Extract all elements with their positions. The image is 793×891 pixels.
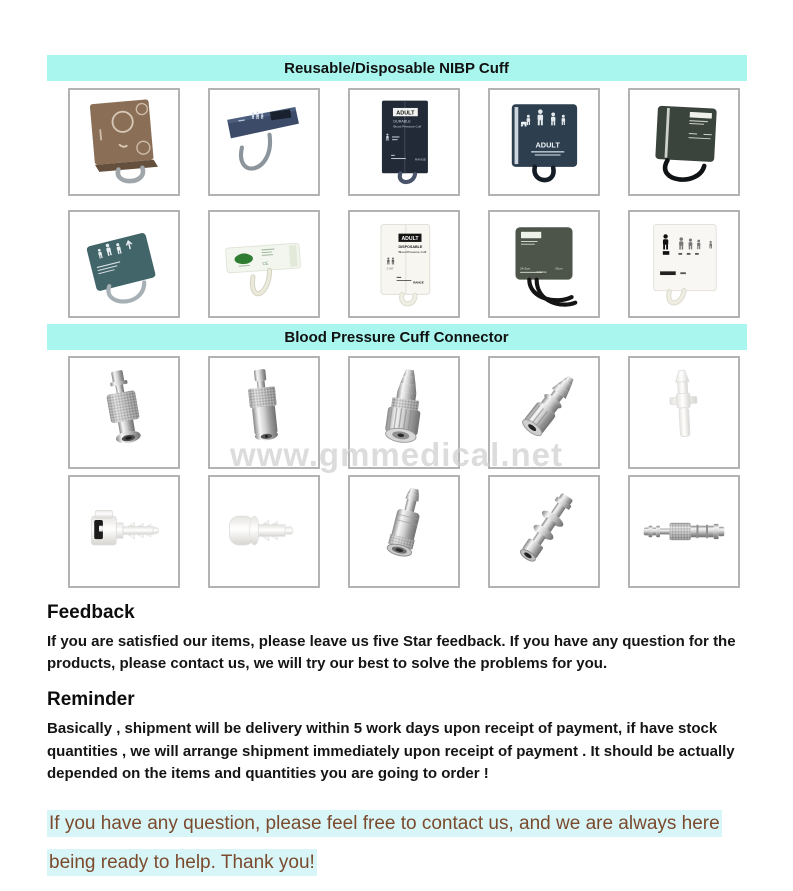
reminder-paragraph: Basically , shipment will be delivery within 5 work days upon receipt of payment, if have stock quantities , we will arrange shipment immediately upon receipt of payment . It should be actually depended on the items and quantities you are going to order ! xyxy=(47,720,735,782)
product-metal-barbed-connector xyxy=(488,356,600,469)
svg-text:Blood Pressure Cuff: Blood Pressure Cuff xyxy=(393,124,422,129)
svg-text:CE: CE xyxy=(262,260,269,267)
svg-text:ADULT: ADULT xyxy=(396,110,415,117)
brown-reusable-cuff-image xyxy=(76,96,172,188)
product-metal-plug-connector xyxy=(488,475,600,588)
product-navy-flat-cuff xyxy=(208,88,320,196)
svg-text:DISPOSABLE: DISPOSABLE xyxy=(398,244,423,249)
feedback-heading: Feedback xyxy=(47,602,135,623)
teal-family-cuff-image xyxy=(76,218,172,310)
navy-flat-cuff-image xyxy=(216,96,312,188)
product-teal-family-cuff xyxy=(68,210,180,318)
white-plastic-connector-image xyxy=(636,364,732,461)
product-metal-slim-connector xyxy=(628,475,740,588)
white-adult-disposable-cuff-image xyxy=(356,218,452,310)
svg-text:ADULT: ADULT xyxy=(535,140,560,150)
product-neonate-disposable-cuff xyxy=(208,210,320,318)
connector-product-grid xyxy=(68,356,740,588)
white-clip-connector-image xyxy=(76,483,172,580)
watermark-text: www.gmmedical.net xyxy=(229,436,563,473)
product-white-adult-disposable-cuff xyxy=(348,210,460,318)
svg-text:24.5cm: 24.5cm xyxy=(520,266,531,271)
metal-barbed-stack-connector-image xyxy=(356,364,452,461)
product-white-clip-connector xyxy=(68,475,180,588)
section-nibp-cuff xyxy=(0,55,793,318)
product-white-plastic-connector xyxy=(628,356,740,469)
product-adult-family-cuff xyxy=(488,88,600,196)
svg-text:DURABLE: DURABLE xyxy=(393,119,411,124)
adult-family-cuff-image xyxy=(496,96,592,188)
info-text-block xyxy=(47,602,746,785)
product-metal-knurled-connector xyxy=(68,356,180,469)
white-family-cuff-image xyxy=(636,218,732,310)
svg-text:RANGE: RANGE xyxy=(415,157,427,162)
svg-text:32cm: 32cm xyxy=(555,266,563,271)
product-green-durable-cuff xyxy=(628,88,740,196)
metal-knurled-connector-image xyxy=(76,364,172,461)
svg-text:2-3/8": 2-3/8" xyxy=(386,267,394,271)
svg-text:RANGE: RANGE xyxy=(413,280,424,285)
cuff-section-banner: Reusable/Disposable NIBP Cuff xyxy=(47,55,747,81)
product-metal-knurled-connector-2 xyxy=(208,356,320,469)
product-brown-reusable-cuff xyxy=(68,88,180,196)
contact-line-2: being ready to help. Thank you! xyxy=(47,849,317,876)
product-dual-tube-cuff xyxy=(488,210,600,318)
reminder-heading: Reminder xyxy=(47,689,135,711)
white-barbed-connector-image xyxy=(216,483,312,580)
contact-note xyxy=(47,811,746,875)
product-dark-adult-durable-cuff xyxy=(348,88,460,196)
metal-quick-connector-image xyxy=(356,483,452,580)
contact-line-2-wrap xyxy=(47,850,746,876)
contact-line-1-wrap xyxy=(47,811,746,837)
metal-knurled-connector-2-image xyxy=(216,364,312,461)
metal-slim-connector-image xyxy=(636,483,732,580)
dual-tube-cuff-image xyxy=(496,218,592,310)
neonate-disposable-cuff-image xyxy=(216,218,312,310)
product-white-barbed-connector xyxy=(208,475,320,588)
top-spacer xyxy=(0,0,793,55)
metal-barbed-connector-image xyxy=(496,364,592,461)
svg-text:ADULT: ADULT xyxy=(401,236,419,243)
svg-text:Blood Pressure Cuff: Blood Pressure Cuff xyxy=(398,249,427,254)
cuff-product-grid xyxy=(68,88,740,318)
dark-adult-durable-cuff-image xyxy=(356,96,452,188)
contact-line-1: If you have any question, please feel free to contact us, and we are always here xyxy=(47,810,722,837)
product-metal-barbed-stack-connector xyxy=(348,356,460,469)
section-connector xyxy=(0,324,793,588)
metal-plug-connector-image xyxy=(496,483,592,580)
product-white-family-cuff xyxy=(628,210,740,318)
connector-section-banner: Blood Pressure Cuff Connector xyxy=(47,324,747,350)
feedback-paragraph: If you are satisfied our items, please leave us five Star feedback. If you have any question for the products, please contact us, we will try our best to solve the problems for you. xyxy=(47,633,736,673)
svg-text:RANGE: RANGE xyxy=(536,271,547,275)
green-durable-cuff-image xyxy=(636,96,732,188)
product-metal-quick-connector xyxy=(348,475,460,588)
